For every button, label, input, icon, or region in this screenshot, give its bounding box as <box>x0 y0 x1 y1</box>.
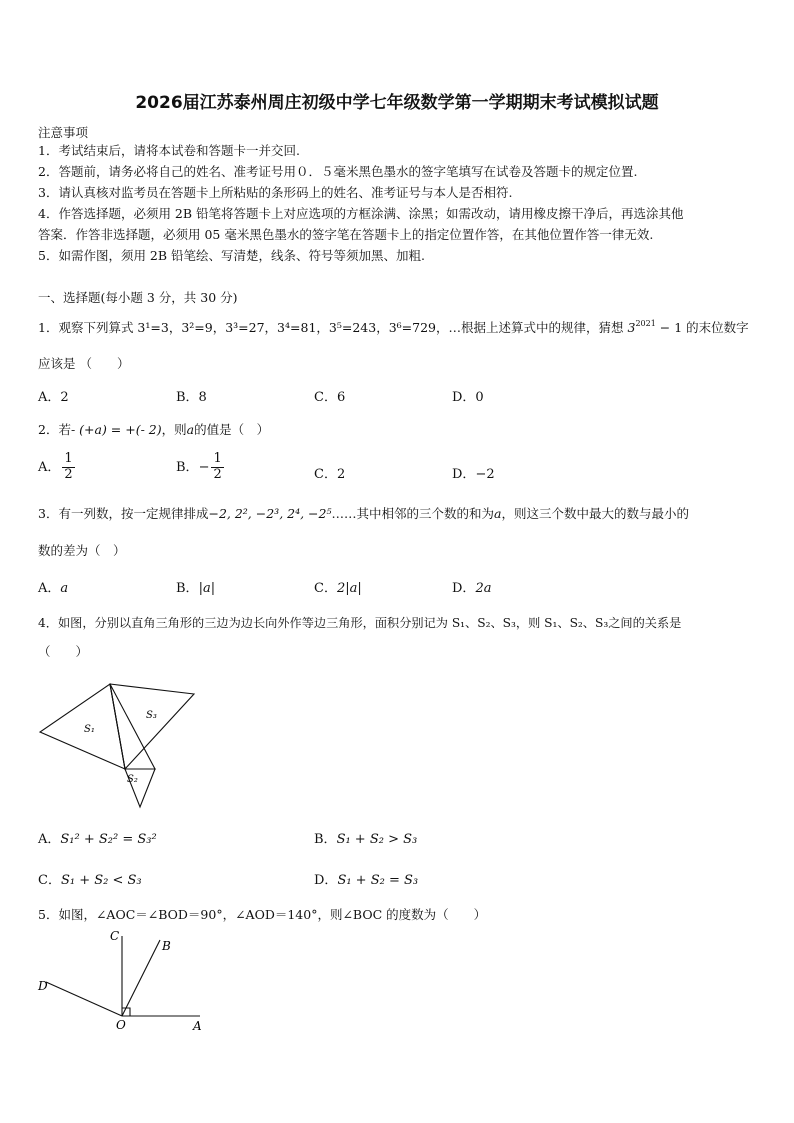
q2-expression: - (+a) = +(- 2) <box>70 422 162 437</box>
q3-sequence: −2, 2², −2³, 2⁴, −2⁵ <box>208 506 332 521</box>
label-o: O <box>116 1018 126 1032</box>
q2-option-a: A． $\frac{1}{2}$ <box>38 451 73 482</box>
note-item: 4．作答选择题，必须用 2B 铅笔将答题卡上对应选项的方框涂满、涂黑；如需改动，请用橡皮擦干净后，再选涂其他 <box>38 206 684 221</box>
label-a: A <box>193 1019 202 1033</box>
q1-text-cont: 应该是 （ ） <box>38 356 130 371</box>
right-triangle <box>110 684 155 769</box>
q3-option-c: C．2|a| <box>314 581 362 596</box>
q4-option-d: D．S₁ + S₂ = S₃ <box>314 873 419 888</box>
question-1: 1．观察下列算式 3¹=3，3²=9，3³=27，3⁴=81，3⁵=243，3⁶=729，…根据上述算式中的规律，猜想 $3^{2021} - 1$ 的末位数字 <box>38 319 749 335</box>
q4-option-b: B．S₁ + S₂ > S₃ <box>314 832 418 847</box>
q4-option-c: C．S₁ + S₂ < S₃ <box>38 873 142 888</box>
section-heading: 一、选择题(每小题 3 分，共 30 分) <box>38 290 238 305</box>
note-item: 答案．作答非选择题，必须用 05 毫米黑色墨水的签字笔在答题卡上的指定位置作答，在其他位置作答一律无效. <box>38 227 654 242</box>
label-d: D <box>38 979 48 993</box>
q4-option-a: A．S₁² + S₂² = S₃² <box>38 832 157 847</box>
label-s3: S₃ <box>146 710 157 721</box>
question-4: 4．如图，分别以直角三角形的三边为边长向外作等边三角形，面积分别记为 S₁、S₂、S₃，则 S₁、S₂、S₃之间的关系是 <box>38 616 682 630</box>
page-title: 2026届江苏泰州周庄初级中学七年级数学第一学期期末考试模拟试题 <box>135 93 659 113</box>
label-c: C <box>110 929 120 943</box>
q3-option-b: B．|a| <box>176 581 216 596</box>
label-s1: S₁ <box>84 724 95 735</box>
note-item: 3．请认真核对监考员在答题卡上所粘贴的条形码上的姓名、准考证号与本人是否相符. <box>38 185 513 200</box>
q3-option-d: D．2a <box>452 581 492 596</box>
q1-option-a: A．2 <box>38 390 69 405</box>
q5-figure <box>30 922 220 1037</box>
note-item: 1．考试结束后，请将本试卷和答题卡一并交回. <box>38 143 300 158</box>
q4-figure <box>30 674 210 814</box>
question-5: 5．如图，∠AOC＝∠BOD＝90°，∠AOD＝140°，则∠BOC 的度数为（ ） <box>38 907 487 922</box>
q2-option-b: B．− $\frac{1}{2}$ <box>176 451 222 482</box>
q1-option-d: D．0 <box>452 390 484 405</box>
fraction: $\frac{1}{2}$ <box>213 451 222 482</box>
notes-heading: 注意事项 <box>38 125 89 140</box>
label-b: B <box>162 939 171 953</box>
q1-text: 1．观察下列算式 3¹=3，3²=9，3³=27，3⁴=81，3⁵=243，3⁶=729，…根据上述算式中的规律，猜想 <box>38 320 624 335</box>
note-item: 5．如需作图，须用 2B 铅笔绘、写清楚，线条、符号等须加黑、加粗. <box>38 248 426 263</box>
q3-option-a: A．a <box>38 581 69 596</box>
ray-od <box>46 982 122 1016</box>
note-item: 2．答题前，请务必将自己的姓名、准考证号用０．５毫米黑色墨水的签字笔填写在试卷及答题卡的规定位置. <box>38 164 638 179</box>
q1-option-b: B．8 <box>176 390 207 405</box>
ray-ob <box>122 940 160 1016</box>
q1-option-c: C．6 <box>314 390 346 405</box>
q4-text-cont: （ ） <box>38 644 89 659</box>
q2-option-c: C．2 <box>314 467 346 482</box>
q2-option-d: D．−2 <box>452 467 495 482</box>
question-3: 3．有一列数，按一定规律排成−2, 2², −2³, 2⁴, −2⁵……其中相邻的三个数的和为a，则这三个数中最大的数与最小的 <box>38 506 689 521</box>
fraction: $\frac{1}{2}$ <box>64 451 73 482</box>
q1-expression: $3^{2021} - 1$ <box>627 319 683 335</box>
q3-text-cont: 数的差为（ ） <box>38 543 126 558</box>
label-s2: S₂ <box>127 774 138 785</box>
question-2: 2．若- (+a) = +(- 2)，则a的值是（ ） <box>38 422 270 437</box>
